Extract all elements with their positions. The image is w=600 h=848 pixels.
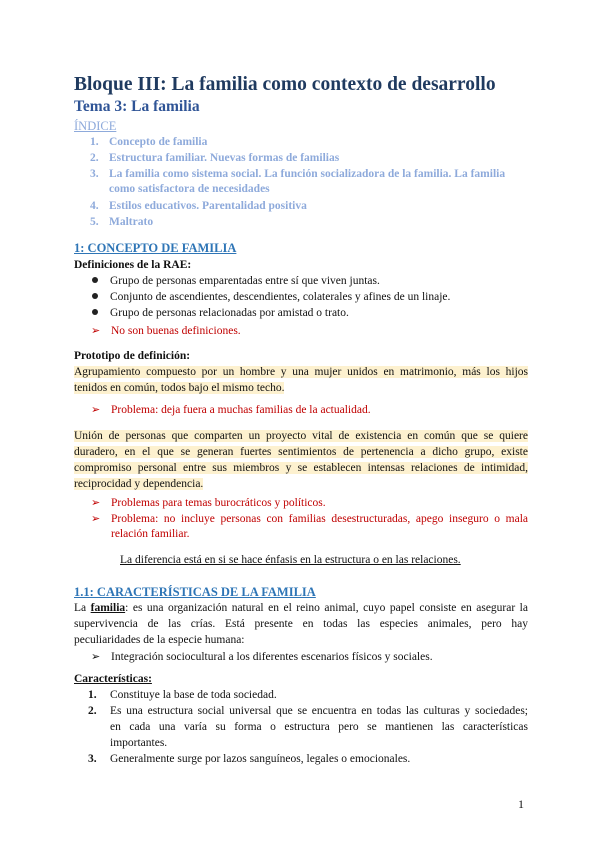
list-item: Grupo de personas emparentadas entre sí que viven juntas. bbox=[92, 275, 380, 287]
problem-item-continuation: relación familiar. bbox=[111, 528, 190, 540]
index-item[interactable]: 1. Concepto de familia bbox=[90, 136, 208, 148]
index-item[interactable]: 2. Estructura familiar. Nuevas formas de familias bbox=[90, 152, 340, 164]
list-item: Conjunto de ascendientes, descendientes, colaterales y afines de un linaje. bbox=[92, 291, 450, 303]
note-item: ➢ No son buenas definiciones. bbox=[91, 325, 241, 337]
index-item[interactable]: 5. Maltrato bbox=[90, 216, 154, 228]
difference-note: La diferencia está en si se hace énfasis en la estructura o en las relaciones. bbox=[120, 554, 461, 566]
term-familia: familia bbox=[90, 602, 126, 614]
paragraph-line: La familia: es una organización natural en el reino animal, cuyo papel consiste en asegurar la bbox=[74, 602, 528, 614]
bullet-icon bbox=[92, 309, 98, 315]
list-item: ➢ Integración sociocultural a los diferentes escenarios físicos y sociales. bbox=[91, 651, 433, 663]
arrow-icon: ➢ bbox=[91, 497, 101, 509]
paragraph-line: supervivencia de las crías. Está presente en todas las especies animales, pero hay bbox=[74, 618, 528, 630]
rae-heading: Definiciones de la RAE: bbox=[74, 259, 192, 271]
section-heading: 1: CONCEPTO DE FAMILIA bbox=[74, 241, 237, 255]
bullet-icon bbox=[92, 293, 98, 299]
numbered-item-continuation: importantes. bbox=[110, 737, 168, 749]
numbered-item: 3. Generalmente surge por lazos sanguíneos, legales o emocionales. bbox=[88, 753, 411, 765]
paragraph-line: reciprocidad y dependencia. bbox=[74, 478, 204, 490]
prototype-heading: Prototipo de definición: bbox=[74, 350, 191, 362]
paragraph-line: Agrupamiento compuesto por un hombre y una mujer unidos en matrimonio, más los hijos bbox=[74, 366, 528, 378]
problem-item: ➢ Problema: no incluye personas con familias desestructuradas, apego inseguro o mala bbox=[91, 513, 528, 525]
index-item[interactable]: 4. Estilos educativos. Parentalidad positiva bbox=[90, 200, 307, 212]
numbered-item: 1. Constituye la base de toda sociedad. bbox=[88, 689, 277, 701]
page-title: Bloque III: La familia como contexto de desarrollo bbox=[74, 74, 496, 95]
characteristics-heading: Características: bbox=[74, 673, 152, 685]
page-number: 1 bbox=[518, 797, 524, 811]
paragraph-line: peculiaridades de la especie humana: bbox=[74, 634, 245, 646]
list-item: Grupo de personas relacionadas por amistad o trato. bbox=[92, 307, 349, 319]
index-item-continuation[interactable]: como satisfactora de necesidades bbox=[109, 183, 270, 195]
numbered-item-continuation: en cada una varía su forma o estructura pero se mantienen las características bbox=[110, 721, 528, 733]
arrow-icon: ➢ bbox=[91, 651, 101, 663]
problem-item: ➢ Problemas para temas burocráticos y políticos. bbox=[91, 497, 326, 509]
paragraph-line: compromiso personal entre sus miembros y se establecen intensas relaciones de intimidad, bbox=[74, 462, 528, 474]
index-heading[interactable]: ÍNDICE bbox=[74, 119, 117, 133]
arrow-icon: ➢ bbox=[91, 404, 101, 416]
arrow-icon: ➢ bbox=[91, 513, 101, 525]
numbered-item: 2. Es una estructura social universal que se encuentra en todas las culturas y sociedades; bbox=[88, 705, 528, 717]
index-item[interactable]: 3. La familia como sistema social. La función socializadora de la familia. La familia bbox=[90, 168, 506, 180]
topic-title: Tema 3: La familia bbox=[74, 98, 200, 115]
arrow-icon: ➢ bbox=[91, 325, 101, 337]
bullet-icon bbox=[92, 277, 98, 283]
problem-item: ➢ Problema: deja fuera a muchas familias de la actualidad. bbox=[91, 404, 371, 416]
section-heading: 1.1: CARACTERÍSTICAS DE LA FAMILIA bbox=[74, 585, 316, 599]
paragraph-line: duradero, en el que se generan fuertes sentimientos de pertenencia a dicho grupo, existe bbox=[74, 446, 528, 458]
paragraph-line: Unión de personas que comparten un proyecto vital de existencia en común que se quiere bbox=[74, 430, 528, 442]
paragraph-line: tenidos en común, todos bajo el mismo techo. bbox=[74, 382, 285, 394]
